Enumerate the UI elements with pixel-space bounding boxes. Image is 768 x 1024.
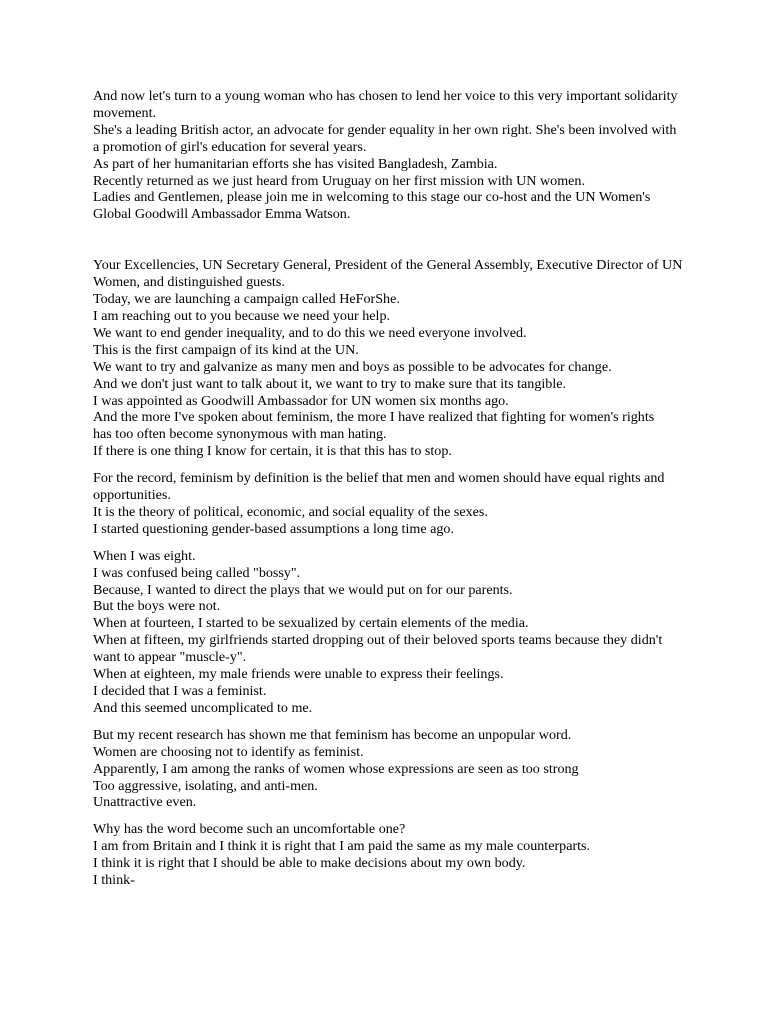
text-line: Apparently, I am among the ranks of women whose expressions are seen as too strong xyxy=(93,760,579,777)
text-line: has too often become synonymous with man hating. xyxy=(93,426,387,443)
text-line: Women are choosing not to identify as feminist. xyxy=(93,743,364,760)
paragraph-spacer xyxy=(93,717,683,727)
text-line: But my recent research has shown me that feminism has become an unpopular word. xyxy=(93,726,572,743)
text-line: And this seemed uncomplicated to me. xyxy=(93,699,313,716)
section-spacer xyxy=(93,223,683,257)
text-line: But the boys were not. xyxy=(93,598,221,615)
text-line: For the record, feminism by definition is the belief that men and women should have equal rights and opportunities. xyxy=(93,470,665,504)
text-line: As part of her humanitarian efforts she has visited Bangladesh, Zambia. xyxy=(93,155,498,172)
text-line: I think- xyxy=(93,872,135,889)
paragraph-spacer xyxy=(93,460,683,470)
text-line: Your Excellencies, UN Secretary General, President of the General Assembly, Executive Director of UN Women, and distinguished guests. xyxy=(93,257,683,291)
text-line: I am reaching out to you because we need your help. xyxy=(93,307,391,324)
text-line: And we don't just want to talk about it, we want to try to make sure that its tangible. xyxy=(93,375,567,392)
text-line: When at fourteen, I started to be sexualized by certain elements of the media. xyxy=(93,615,529,632)
paragraph-spacer xyxy=(93,811,683,821)
text-line: And now let's turn to a young woman who has chosen to lend her voice to this very important solidarity movement. xyxy=(93,88,678,121)
text-line: Because, I wanted to direct the plays that we would put on for our parents. xyxy=(93,581,513,598)
speech-paragraph-3 xyxy=(93,548,683,717)
speech-paragraph-5 xyxy=(93,821,683,889)
text-line: Today, we are launching a campaign called HeForShe. xyxy=(93,291,400,308)
text-line: I was confused being called "bossy". xyxy=(93,564,301,581)
speech-paragraph-1 xyxy=(93,257,683,460)
text-line: When at fifteen, my girlfriends started dropping out of their beloved sports teams because they didn't want to appear "muscle-y". xyxy=(93,632,663,666)
text-line: If there is one thing I know for certain, it is that this has to stop. xyxy=(93,443,452,460)
speech-paragraph-4 xyxy=(93,727,683,812)
text-line: Unattractive even. xyxy=(93,794,197,811)
text-line: I decided that I was a feminist. xyxy=(93,683,267,699)
text-line: I am from Britain and I think it is right that I am paid the same as my male counterparts. xyxy=(93,838,591,855)
document-page xyxy=(93,88,683,889)
text-line: I think it is right that I should be able to make decisions about my own body. xyxy=(93,855,526,872)
speech-paragraph-2 xyxy=(93,470,683,538)
text-line: Ladies and Gentlemen, please join me in welcoming to this stage our co-host and the UN Women's Global Goodwill Ambassador Emma Watson. xyxy=(93,189,651,223)
text-line: She's a leading British actor, an advocate for gender equality in her own right. She's been involved with a promotion of girl's education for several years. xyxy=(93,121,677,155)
text-line: Too aggressive, isolating, and anti-men. xyxy=(93,777,318,794)
text-line: It is the theory of political, economic, and social equality of the sexes. xyxy=(93,503,488,520)
text-line: And the more I've spoken about feminism, the more I have realized that fighting for women's rights xyxy=(93,409,655,426)
text-line: Why has the word become such an uncomfortable one? xyxy=(93,821,406,838)
paragraph-spacer xyxy=(93,538,683,548)
text-line: When at eighteen, my male friends were unable to express their feelings. xyxy=(93,666,504,683)
text-line: Recently returned as we just heard from Uruguay on her first mission with UN women. xyxy=(93,172,585,189)
text-line: This is the first campaign of its kind at the UN. xyxy=(93,341,359,358)
text-line: We want to end gender inequality, and to do this we need everyone involved. xyxy=(93,324,527,341)
text-line: When I was eight. xyxy=(93,547,196,564)
text-line: I was appointed as Goodwill Ambassador for UN women six months ago. xyxy=(93,392,509,409)
text-line: We want to try and galvanize as many men and boys as possible to be advocates for change. xyxy=(93,358,612,375)
text-line: I started questioning gender-based assumptions a long time ago. xyxy=(93,520,454,537)
intro-paragraph xyxy=(93,88,683,223)
